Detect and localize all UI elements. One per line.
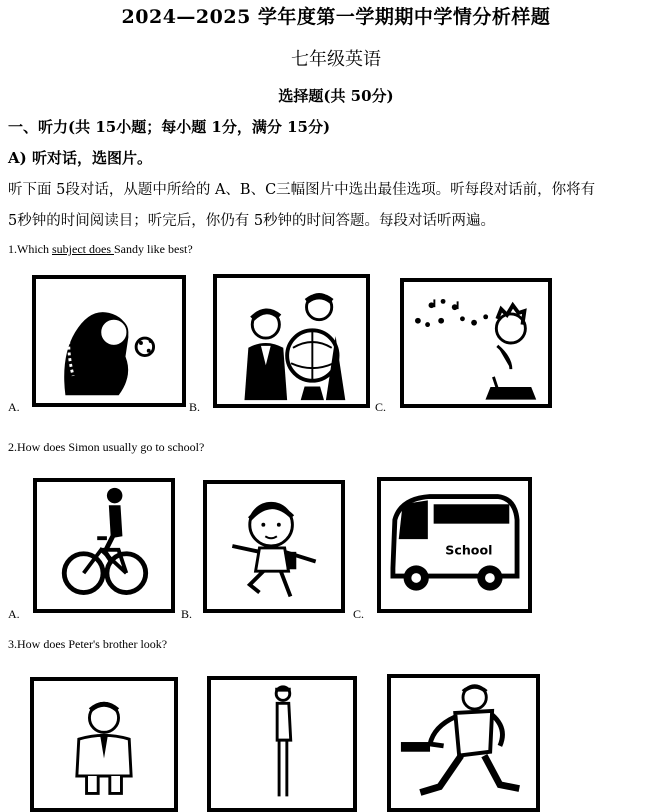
sub-heading: A) 听对话，选图片。 xyxy=(8,149,152,167)
strong-man-icon xyxy=(391,678,536,808)
q2-option-b[interactable]: B. xyxy=(181,607,193,621)
question-2 xyxy=(8,440,204,455)
q2-picture-b xyxy=(203,480,345,613)
girl-with-flask-icon xyxy=(36,279,182,403)
instruction-line-2: 5秒钟的时间阅读目；听完后，你仍有 5秒钟的时间答题。每段对话听两遍。 xyxy=(8,213,496,229)
paper-title: 2024—2025 学年度第一学期期中学情分析样题 xyxy=(121,6,551,28)
question-text-before: Which xyxy=(17,242,52,256)
boy-walking-icon xyxy=(207,484,341,609)
question-number: 3. xyxy=(8,637,17,651)
q1-picture-c xyxy=(400,278,552,408)
question-number: 1. xyxy=(8,242,17,256)
question-number: 2. xyxy=(8,440,17,454)
question-text-after: Sandy like best? xyxy=(114,242,193,256)
q1-option-b[interactable]: B. xyxy=(189,400,201,414)
q1-option-c[interactable]: C. xyxy=(375,400,387,414)
bus-label: School xyxy=(445,542,493,558)
q3-picture-c xyxy=(387,674,540,812)
q1-picture-a xyxy=(32,275,186,407)
part-heading: 一、听力(共 15小题；每小题 1分，满分 15分) xyxy=(8,118,331,136)
question-text: How does Peter's brother look? xyxy=(17,637,168,651)
short-fat-boy-icon xyxy=(34,681,174,808)
instruction-line-1: 听下面 5段对话，从题中所给的 A、B、C三幅图片中选出最佳选项。听每段对话前，你将有 xyxy=(8,182,596,198)
q1-option-a[interactable]: A. xyxy=(8,400,20,414)
q2-option-c[interactable]: C. xyxy=(353,607,365,621)
question-3 xyxy=(8,637,167,652)
q2-option-a[interactable]: A. xyxy=(8,607,20,621)
boy-with-music-notes-icon xyxy=(404,282,548,404)
school-bus-icon xyxy=(381,481,528,609)
q2-picture-a xyxy=(33,478,175,613)
question-text: How does Simon usually go to school? xyxy=(17,440,205,454)
section-heading: 选择题(共 50分) xyxy=(278,87,394,105)
person-on-bike-icon xyxy=(37,482,171,609)
q3-picture-a xyxy=(30,677,178,812)
q2-picture-c xyxy=(377,477,532,613)
tall-thin-boy-icon xyxy=(211,680,353,808)
question-1 xyxy=(8,242,193,257)
question-text-underlined: subject does xyxy=(52,242,114,256)
q1-picture-b xyxy=(213,274,370,408)
paper-subtitle: 七年级英语 xyxy=(291,49,381,70)
q3-picture-b xyxy=(207,676,357,812)
boys-with-globe-icon xyxy=(217,278,366,404)
